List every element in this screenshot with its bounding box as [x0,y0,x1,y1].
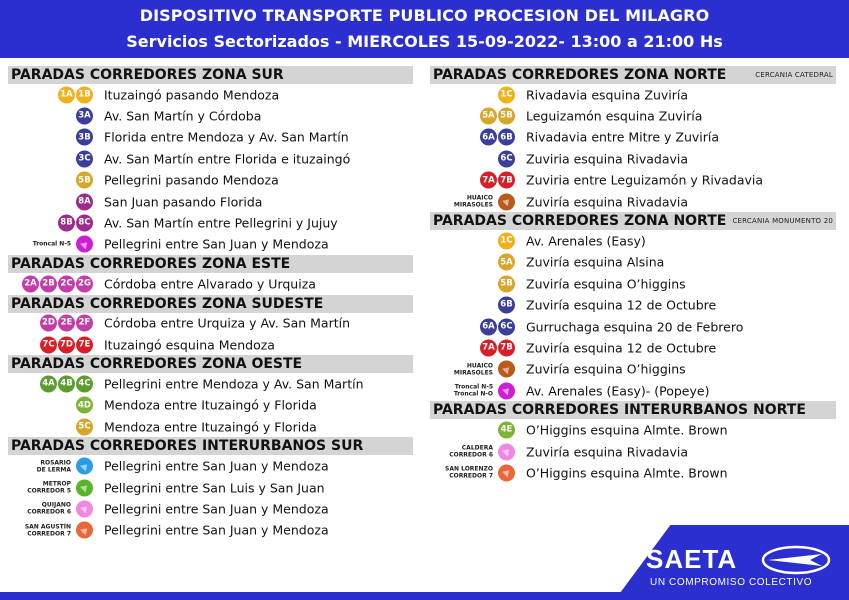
line-label-text: CORREDOR 5 [27,487,71,495]
stop-name: Zuviría esquina Rivadavia [526,194,689,210]
section-header [8,255,413,273]
stop-row [8,273,413,294]
stop-name: Pellegrini pasando Mendoza [104,172,279,188]
line-badges [40,375,93,392]
line-label-text: HUAICO [466,362,493,370]
line-badge-5c: 5C [76,418,93,435]
stop-row [430,337,836,358]
line-badge-6c: 6C [498,150,515,167]
right-column [430,66,836,484]
line-badges [33,236,93,253]
line-label-text: SAN LORENZO [445,465,493,473]
line-badge-2b: 2B [40,275,57,292]
line-badges [498,86,515,103]
section-title: PARADAS CORREDORES ZONA NORTE [433,213,727,230]
line-label [454,195,493,209]
section-header [430,401,836,419]
stop-name: Rivadavia entre Mitre y Zuviría [526,129,720,145]
line-label-text: QUIJANO [41,501,71,509]
line-badge-2g: 2G [76,275,93,292]
line-badges [58,86,93,103]
line-arrow-icon [76,479,93,496]
section-title: PARADAS CORREDORES ZONA ESTE [11,256,291,273]
line-label [454,362,493,376]
stop-row [430,230,836,251]
stop-name: Córdoba entre Urquiza y Av. San Martín [104,315,351,331]
stop-row [430,170,836,191]
line-badges [27,479,93,496]
stop-name: Córdoba entre Alvarado y Urquiza [104,276,316,292]
line-badges [445,464,515,481]
line-badges [498,254,515,271]
section-header [430,212,836,230]
line-badge-7c: 7C [40,336,57,353]
stop-name: Mendoza entre Ituzaingó y Florida [104,419,317,435]
line-badges [37,458,93,475]
line-badges [454,193,515,210]
line-label-text: Troncal N-5 [32,240,71,248]
line-badges [480,339,515,356]
line-label [27,481,71,495]
stop-row [430,273,836,294]
line-badge-2f: 2F [76,315,93,332]
section-note: CERCANIA MONUMENTO 20 [732,217,833,226]
line-badges [76,129,93,146]
line-badges [498,275,515,292]
line-label-text: ROSARIO [40,459,71,467]
page-subtitle: Servicios Sectorizados - MIERCOLES 15-09-2022- 13:00 a 21:00 Hs [126,32,723,51]
stop-row [430,148,836,169]
line-badge-1b: 1B [76,86,93,103]
section-header [8,355,413,373]
left-column [8,66,413,541]
route-section [430,401,836,483]
line-arrow-icon [498,464,515,481]
stop-name: Av. Arenales (Easy)- (Popeye) [526,383,710,399]
route-section [430,66,836,212]
line-badge-4c: 4C [76,375,93,392]
stop-name: Av. San Martín entre Pellegrini y Jujuy [104,215,338,231]
line-badge-6b: 6B [498,297,515,314]
footer-bar [0,592,849,600]
line-badges [454,382,515,399]
line-badges [76,172,93,189]
line-badge-2d: 2D [40,315,57,332]
line-label-text: CALDERA [461,444,493,452]
line-badges [76,150,93,167]
line-label-text: DE LERMA [36,466,71,474]
line-badges [480,108,515,125]
line-label [454,384,493,398]
stop-row [8,234,413,255]
line-badges [498,233,515,250]
stop-row [430,359,836,380]
line-badge-2e: 2E [58,315,75,332]
line-label-text: Troncal N-O [453,390,493,398]
stop-row [8,455,413,476]
line-badge-7a: 7A [480,172,497,189]
route-section [8,355,413,437]
stop-row [430,316,836,337]
stop-row [430,84,836,105]
section-title: PARADAS CORREDORES INTERURBANOS SUR [11,438,364,455]
stop-name: Pellegrini entre Mendoza y Av. San Martín [104,376,364,392]
line-badge-1a: 1A [58,86,75,103]
line-badges [449,443,515,460]
page-header [0,0,849,58]
stop-row [430,441,836,462]
brand-logo-text: SAETA [646,544,738,574]
stop-name: Av. San Martín entre Florida e ituzaingó [104,151,351,167]
line-badge-3a: 3A [76,108,93,125]
stop-row [430,127,836,148]
brand-slogan: UN COMPROMISO COLECTIVO [650,577,813,588]
line-label [25,523,71,537]
line-badge-6a: 6A [480,318,497,335]
route-section [8,66,413,255]
stop-name: Av. San Martín y Córdoba [104,108,262,124]
stop-name: Zuviría esquina Alsina [526,254,665,270]
stop-row [430,252,836,273]
line-arrow-icon [498,382,515,399]
stop-row [430,191,836,212]
stop-name: Zuviria esquina Rivadavia [526,151,689,167]
line-label [449,445,493,459]
line-badge-3c: 3C [76,150,93,167]
stop-name: Gurruchaga esquina 20 de Febrero [526,319,744,335]
line-badge-3b: 3B [76,129,93,146]
stop-row [8,170,413,191]
line-badge-4a: 4A [40,375,57,392]
route-section [8,295,413,356]
line-badges [480,172,515,189]
stop-row [8,191,413,212]
line-badges [76,193,93,210]
stop-row [8,334,413,355]
stop-row [8,395,413,416]
line-badge-7d: 7D [58,336,75,353]
line-label-text: CORREDOR 7 [449,472,493,480]
stop-name: Zuviría esquina O’higgins [526,276,686,292]
line-badges [480,129,515,146]
route-section [8,437,413,541]
line-badge-6b: 6B [498,129,515,146]
line-badge-8a: 8A [76,193,93,210]
line-arrow-icon [76,236,93,253]
stop-row [8,416,413,437]
line-label-text: SAN AGUSTÍN [24,523,71,531]
line-badges [76,397,93,414]
line-badge-5b: 5B [498,108,515,125]
line-badges [498,422,515,439]
line-badge-8c: 8C [76,215,93,232]
line-label [445,466,493,480]
stop-name: Zuviria entre Leguizamón y Rivadavia [526,172,764,188]
line-label [37,459,71,473]
stop-name: Rivadavia esquina Zuviría [526,87,689,103]
stop-name: Florida entre Mendoza y Av. San Martín [104,129,349,145]
line-badges [76,108,93,125]
line-badge-4d: 4D [76,397,93,414]
line-badge-5a: 5A [480,108,497,125]
stop-row [430,105,836,126]
saeta-logo-icon [760,544,832,576]
line-badge-2a: 2A [22,275,39,292]
line-badges [58,215,93,232]
line-label-text: MIRASOLES [453,369,493,377]
line-label-text: METROP [42,480,71,488]
line-badge-7e: 7E [76,336,93,353]
line-badges [25,522,93,539]
line-label [27,502,71,516]
line-label-text: CORREDOR 6 [449,451,493,459]
stop-row [8,84,413,105]
route-section [8,255,413,294]
line-arrow-icon [498,443,515,460]
line-badge-6a: 6A [480,129,497,146]
line-badge-1c: 1C [498,86,515,103]
line-badge-1c: 1C [498,233,515,250]
line-badge-5b: 5B [498,275,515,292]
line-badge-4e: 4E [498,422,515,439]
line-badge-7b: 7B [498,172,515,189]
line-badges [76,418,93,435]
stop-name: Ituzaingó pasando Mendoza [104,87,280,103]
stop-name: Zuviría esquina Rivadavia [526,444,689,460]
stop-name: Pellegrini entre San Juan y Mendoza [104,501,329,517]
section-title: PARADAS CORREDORES INTERURBANOS NORTE [433,402,806,419]
stop-row [8,313,413,334]
stop-row [8,148,413,169]
stop-row [430,380,836,401]
stop-row [8,498,413,519]
stop-row [8,105,413,126]
stop-row [8,373,413,394]
line-arrow-icon [498,361,515,378]
line-badges [498,150,515,167]
stop-row [430,462,836,483]
stop-name: Mendoza entre Ituzaingó y Florida [104,397,317,413]
line-badge-7a: 7A [480,339,497,356]
line-label-text: Troncal N-5 [454,383,493,391]
line-badge-5b: 5B [76,172,93,189]
line-arrow-icon [76,522,93,539]
line-badge-7b: 7B [498,339,515,356]
stop-name: Leguizamón esquina Zuviría [526,108,703,124]
line-badge-2c: 2C [58,275,75,292]
line-arrow-icon [498,193,515,210]
line-badges [40,336,93,353]
stop-row [430,295,836,316]
route-section [430,212,836,401]
line-label-text: HUAICO [466,194,493,202]
section-header [8,66,413,84]
line-label-text: CORREDOR 7 [27,530,71,538]
stop-row [8,212,413,233]
section-title: PARADAS CORREDORES ZONA SUDESTE [11,295,324,312]
line-badge-4b: 4B [58,375,75,392]
stop-name: Zuviría esquina O’higgins [526,361,686,377]
line-badges [498,297,515,314]
section-title: PARADAS CORREDORES ZONA OESTE [11,356,303,373]
section-title: PARADAS CORREDORES ZONA SUR [11,67,284,83]
stop-name: O’Higgins esquina Almte. Brown [526,465,728,481]
line-label-text: CORREDOR 6 [27,508,71,516]
section-title: PARADAS CORREDORES ZONA NORTE [433,67,727,83]
stop-name: Zuviría esquina 12 de Octubre [526,297,717,313]
line-badge-8b: 8B [58,215,75,232]
line-label [33,241,71,248]
line-arrow-icon [76,500,93,517]
line-badge-5a: 5A [498,254,515,271]
stop-name: Pellegrini entre San Juan y Mendoza [104,458,329,474]
stop-row [8,127,413,148]
section-header [8,437,413,455]
stop-row [430,419,836,440]
line-label-text: MIRASOLES [453,201,493,209]
stop-name: Av. Arenales (Easy) [526,233,646,249]
page-title: DISPOSITIVO TRANSPORTE PUBLICO PROCESION DEL MILAGRO [139,6,710,25]
stop-row [8,520,413,541]
section-note: CERCANIA CATEDRAL [755,71,833,79]
section-header [8,295,413,313]
section-header [430,66,836,84]
line-badges [40,315,93,332]
stop-name: Zuviría esquina 12 de Octubre [526,340,717,356]
line-badges [454,361,515,378]
line-badge-6c: 6C [498,318,515,335]
line-badges [22,275,93,292]
stop-name: San Juan pasando Florida [104,194,263,210]
line-badges [27,500,93,517]
stop-row [8,477,413,498]
stop-name: O’Higgins esquina Almte. Brown [526,422,728,438]
stop-name: Ituzaingó esquina Mendoza [104,337,275,353]
line-arrow-icon [76,458,93,475]
stop-name: Pellegrini entre San Luis y San Juan [104,480,325,496]
line-badges [480,318,515,335]
stop-name: Pellegrini entre San Juan y Mendoza [104,522,329,538]
stop-name: Pellegrini entre San Juan y Mendoza [104,236,329,252]
